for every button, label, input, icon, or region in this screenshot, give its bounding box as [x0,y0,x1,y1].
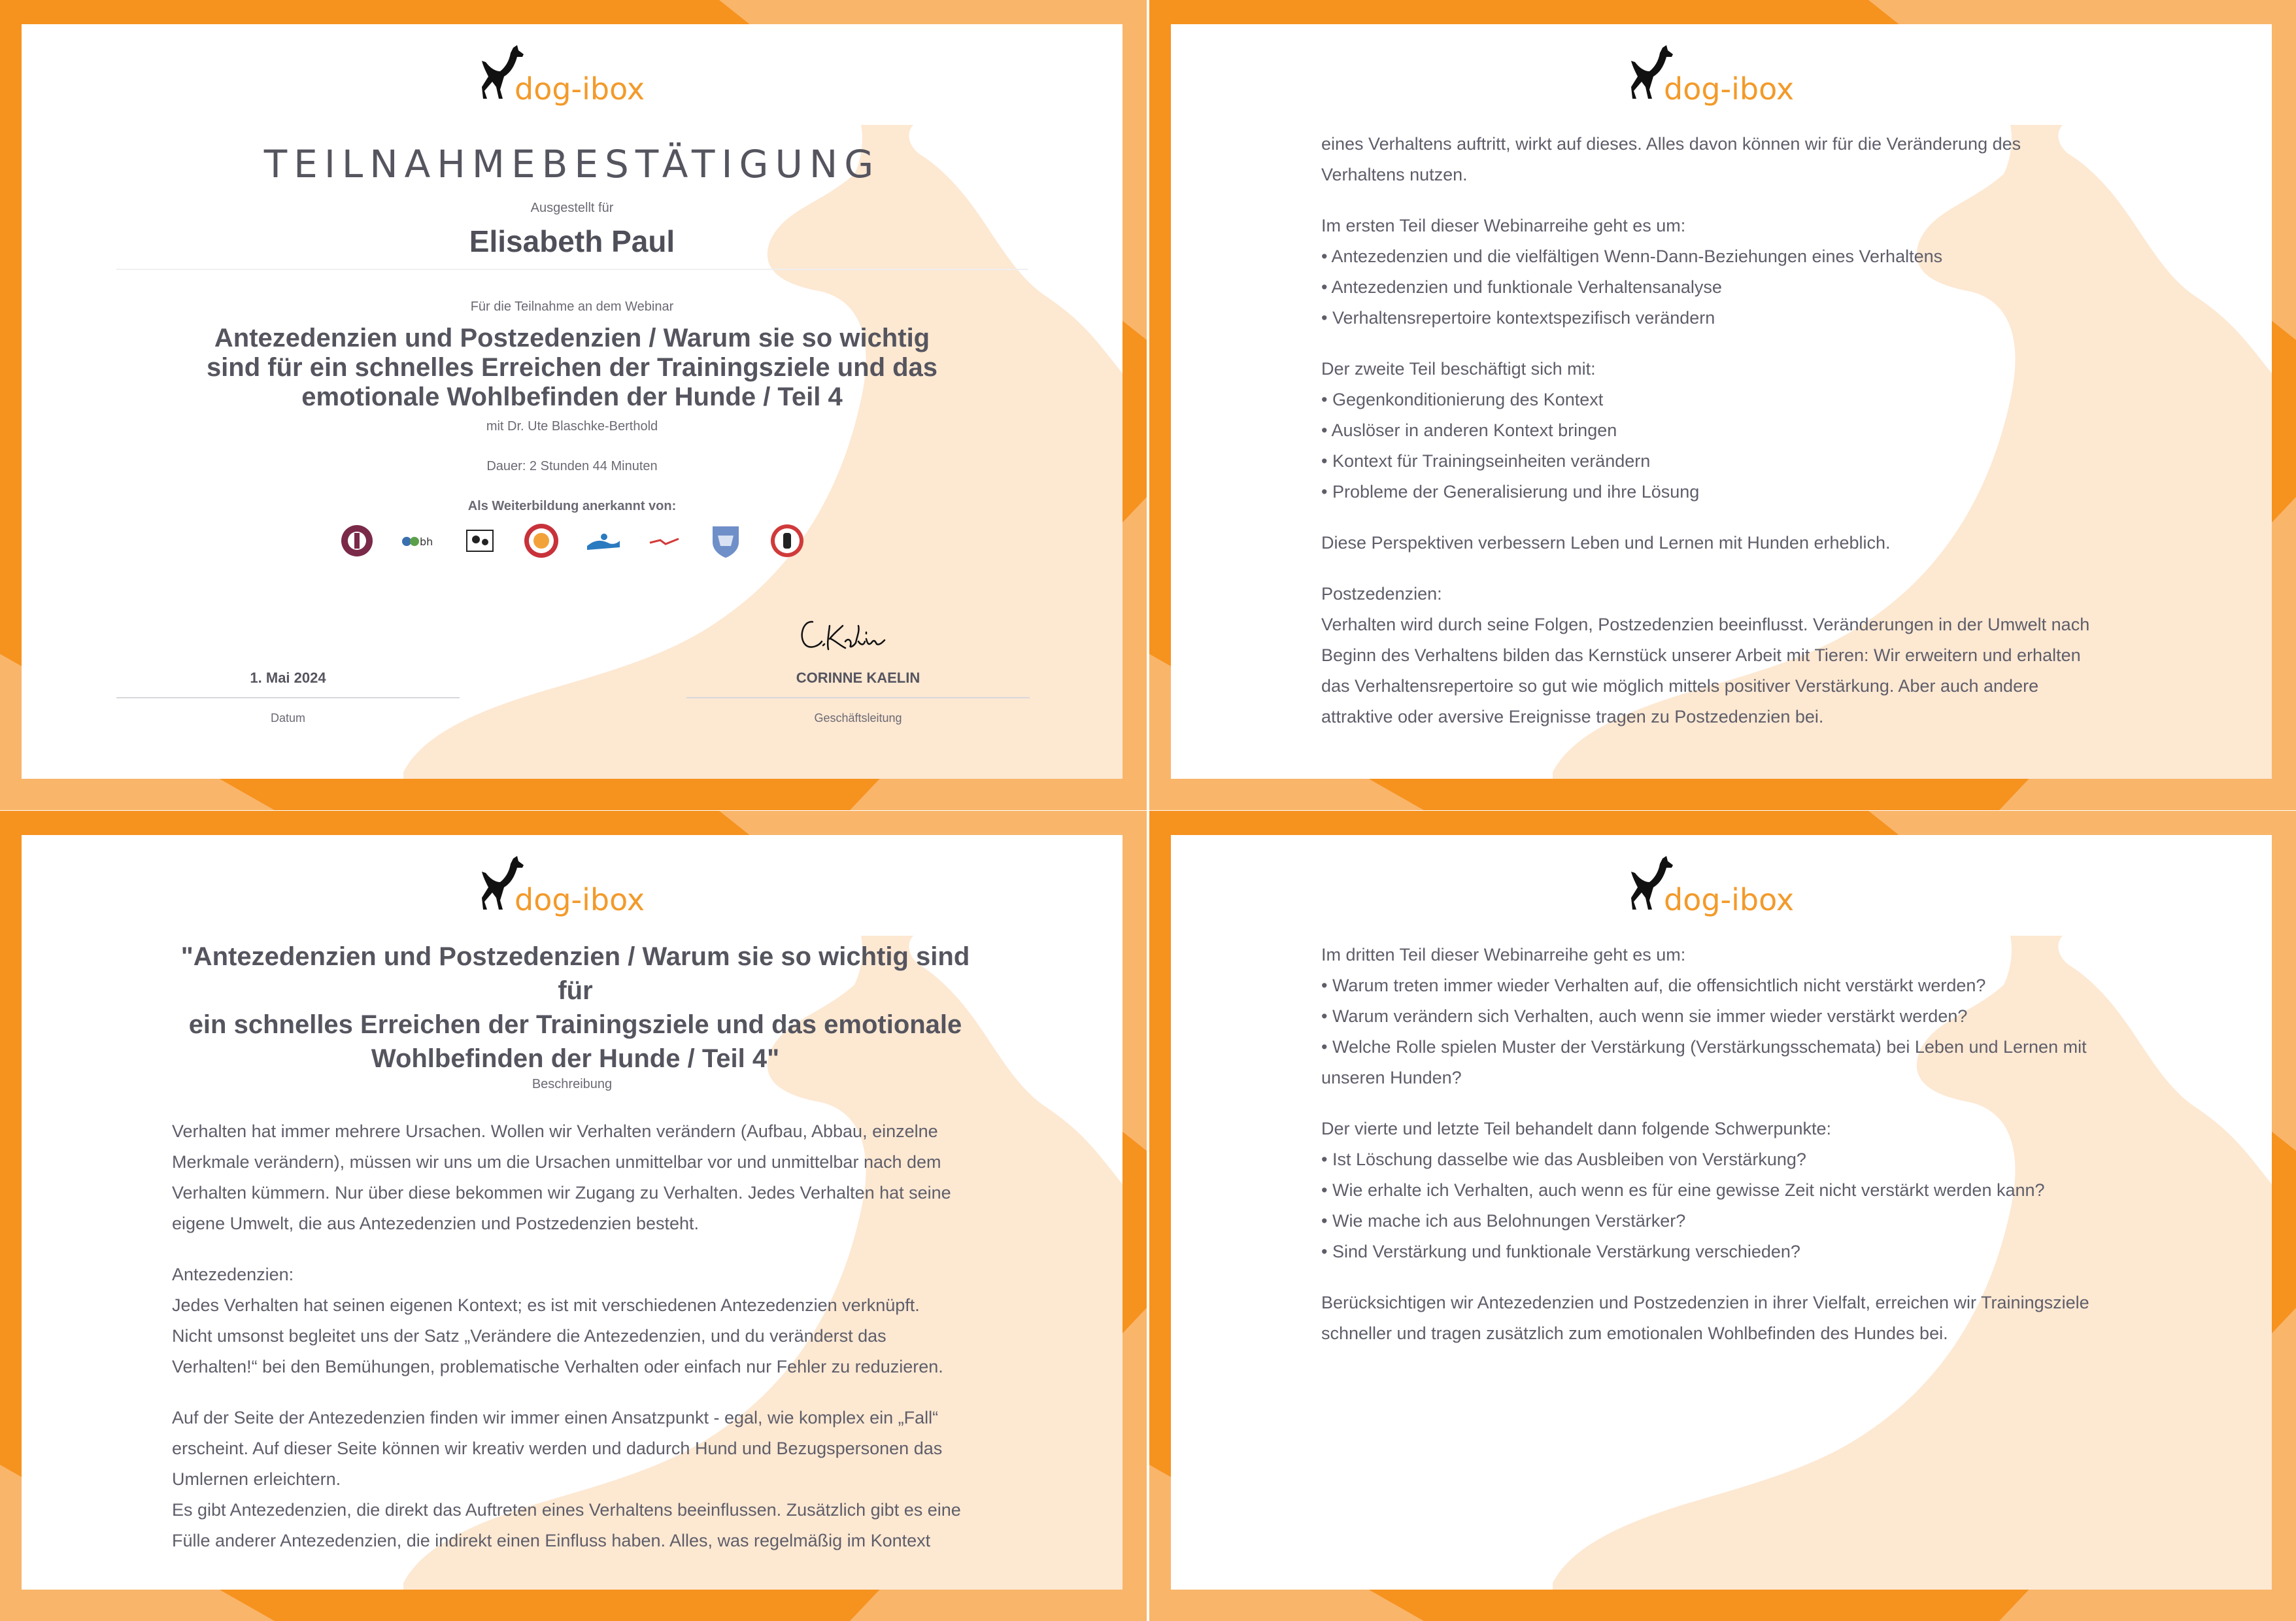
text-line: Verhalten!“ bei den Bemühungen, problematische Verhalten oder einfach nur Fehler zu reduzieren. [172,1357,943,1376]
logo-wordmark: dog-ibox [1664,71,1795,107]
issued-for-label: Ausgestellt für [530,201,614,215]
date-line [116,697,460,698]
dog-seal-icon [769,522,805,559]
list-item: • Warum treten immer wieder Verhalten auf, die offensichtlich nicht verstärkt werden? [1321,976,1986,995]
description-subtitle: Beschreibung [532,1077,613,1091]
presenter: mit Dr. Ute Blaschke-Berthold [486,419,658,434]
list-item: • Ist Löschung dasselbe wie das Ausbleiben von Verstärkung? [1321,1150,1806,1169]
list-item: • Wie erhalte ich Verhalten, auch wenn es für eine gewisse Zeit nicht verstärkt werden kann? [1321,1180,2045,1200]
text-line: unseren Hunden? [1321,1068,1462,1087]
issue-date: 1. Mai 2024 [250,670,326,686]
text-line: Jedes Verhalten hat seinen eigenen Kontext; es ist mit verschiedenen Antezedenzien verknüpft. [172,1295,920,1315]
title-line: "Antezedenzien und Postzedenzien / Warum sie so wichtig sind für [180,942,970,1005]
paragraph [172,1116,1022,1239]
list-item: • Wie mache ich aus Belohnungen Verstärker? [1321,1211,1686,1231]
red-logo-icon [646,522,683,559]
description-text [1321,129,2171,732]
sheet [1171,24,2272,779]
recipient-name: Elisabeth Paul [469,224,675,258]
paragraph [1321,940,2171,1093]
description-text [172,1116,1022,1556]
title-line: Wohlbefinden der Hunde / Teil 4" [371,1044,780,1073]
description-title [165,940,985,1076]
text-line: Verhalten kümmern. Nur über diese bekommen wir Zugang zu Verhalten. Jedes Verhalten hat seine [172,1183,951,1203]
webinar-title-line: Antezedenzien und Postzedenzien / Warum sie so wichtig [214,324,930,352]
webinar-title [205,324,939,412]
text-line: erscheint. Auf dieser Seite können wir kreativ werden und dadurch Hund und Bezugspersonen das [172,1439,943,1458]
list-item: • Warum verändern sich Verhalten, auch wenn sie immer wieder verstärkt werden? [1321,1006,1968,1026]
logo-wordmark: dog-ibox [515,71,645,107]
date-caption: Datum [270,711,305,725]
description-text [1321,940,2171,1349]
sheet [22,835,1123,1590]
text-line: attraktive oder aversive Ereignisse tragen zu Postzedenzien bei. [1321,707,1824,726]
list-item: • Antezedenzien und die vielfältigen Wenn-Dann-Beziehungen eines Verhaltens [1321,247,1943,266]
text-line: Nicht umsonst begleitet uns der Satz „Verändere die Antezedenzien, und du veränderst das [172,1326,886,1346]
dog-logo-icon [462,522,498,559]
list-item: • Antezedenzien und funktionale Verhaltensanalyse [1321,277,1722,297]
sheet [1171,835,2272,1590]
certificate-title: TEILNAHMEBESTÄTIGUNG [263,142,881,186]
dog-ibox-logo [481,44,664,109]
paragraph [1321,129,2171,190]
paragraph [172,1259,1022,1382]
date-block [116,670,460,725]
text-line: Fülle anderer Antezedenzien, die indirekt einen Einfluss haben. Alles, was regelmäßig im Kontext [172,1531,931,1550]
text-line: eigene Umwelt, die aus Antezedenzien und Postzedenzien besteht. [172,1214,700,1233]
page-certificate [0,0,1147,810]
webinar-title-line: emotionale Wohlbefinden der Hunde / Teil 4 [301,383,843,411]
paragraph [172,1403,1022,1556]
signature-image [793,613,891,658]
text-line: Im dritten Teil dieser Webinarreihe geht es um: [1321,945,1686,964]
text-line: das Verhaltensrepertoire so gut wie möglich mittels positiver Verstärkung. Aber auch andere [1321,676,2039,696]
page-description-3 [1149,811,2296,1621]
text-line: Verhalten wird durch seine Folgen, Postzedenzien beeinflusst. Veränderungen in der Umwelt nach [1321,615,2090,634]
crest-logo-icon [707,522,744,559]
webinar-title-line: sind für ein schnelles Erreichen der Trainingsziele und das [206,353,938,382]
text-line: Im ersten Teil dieser Webinarreihe geht es um: [1321,216,1686,235]
paragraph [1321,354,2171,507]
recognized-label: Als Weiterbildung anerkannt von: [467,499,677,513]
bh-logo-icon [400,522,437,559]
paragraph [1321,528,2171,558]
signer-block [686,670,1030,725]
sheet [22,24,1123,779]
paragraph [1321,1114,2171,1267]
list-item: • Probleme der Generalisierung und ihre Lösung [1321,482,1700,502]
text-line: schneller und tragen zusätzlich zum emotionalen Wohlbefinden des Hundes bei. [1321,1323,1948,1343]
logo-wordmark: dog-ibox [515,882,645,917]
page-description-1 [0,811,1147,1621]
text-line: Beginn des Verhaltens bilden das Kernstück unserer Arbeit mit Tieren: Wir erweitern und erhalten [1321,645,2081,665]
paragraph [1321,1288,2171,1349]
text-line: Der vierte und letzte Teil behandelt dann folgende Schwerpunkte: [1321,1119,1832,1138]
for-webinar-label: Für die Teilnahme an dem Webinar [470,299,674,314]
list-item: • Gegenkonditionierung des Kontext [1321,390,1604,409]
text-line: Antezedenzien: [172,1265,294,1284]
text-line: Postzedenzien: [1321,584,1442,604]
signer-line [686,697,1030,698]
dog-ibox-logo [1630,44,1813,109]
title-line: ein schnelles Erreichen der Trainingsziele und das emotionale [188,1010,962,1039]
text-line: Diese Perspektiven verbessern Leben und Lernen mit Hunden erheblich. [1321,533,1891,553]
paragraph [1321,579,2171,732]
text-line: eines Verhaltens auftritt, wirkt auf dieses. Alles davon können wir für die Veränderung des [1321,134,2021,154]
text-line: Auf der Seite der Antezedenzien finden wir immer einen Ansatzpunkt - egal, wie komplex ein „Fall“ [172,1408,939,1427]
text-line: Verhalten hat immer mehrere Ursachen. Wollen wir Verhalten verändern (Aufbau, Abbau, einzelne [172,1121,938,1141]
list-item: • Verhaltensrepertoire kontextspezifisch verändern [1321,308,1715,328]
emblem-icon [339,522,375,559]
logo-wordmark: dog-ibox [1664,882,1795,917]
svg-text:bh: bh [420,536,433,548]
paragraph [1321,211,2171,333]
list-item: • Auslöser in anderen Kontext bringen [1321,420,1617,440]
text-line: Verhaltens nutzen. [1321,165,1468,184]
page-description-2 [1149,0,2296,810]
text-line: Umlernen erleichtern. [172,1469,341,1489]
seal-logo-icon [523,522,560,559]
list-item: • Kontext für Trainingseinheiten verändern [1321,451,1651,471]
swimmer-logo-icon [584,522,621,559]
partner-logos [22,522,1123,559]
name-divider [116,269,1028,270]
list-item: • Welche Rolle spielen Muster der Verstärkung (Verstärkungsschemata) bei Leben und Lernen mit [1321,1037,2087,1057]
dog-ibox-logo [1630,855,1813,920]
signer-caption: Geschäftsleitung [814,711,902,725]
text-line: Der zweite Teil beschäftigt sich mit: [1321,359,1596,379]
duration: Dauer: 2 Stunden 44 Minuten [486,459,658,473]
dog-ibox-logo [481,855,664,920]
text-line: Merkmale verändern), müssen wir uns um die Ursachen unmittelbar vor und unmittelbar nach dem [172,1152,941,1172]
list-item: • Sind Verstärkung und funktionale Verstärkung verschieden? [1321,1242,1800,1261]
text-line: Es gibt Antezedenzien, die direkt das Auftreten eines Verhaltens beeinflussen. Zusätzlich gibt es eine [172,1500,961,1520]
text-line: Berücksichtigen wir Antezedenzien und Postzedenzien in ihrer Vielfalt, erreichen wir Trainingsziele [1321,1293,2089,1312]
signer-name: CORINNE KAELIN [796,670,920,686]
